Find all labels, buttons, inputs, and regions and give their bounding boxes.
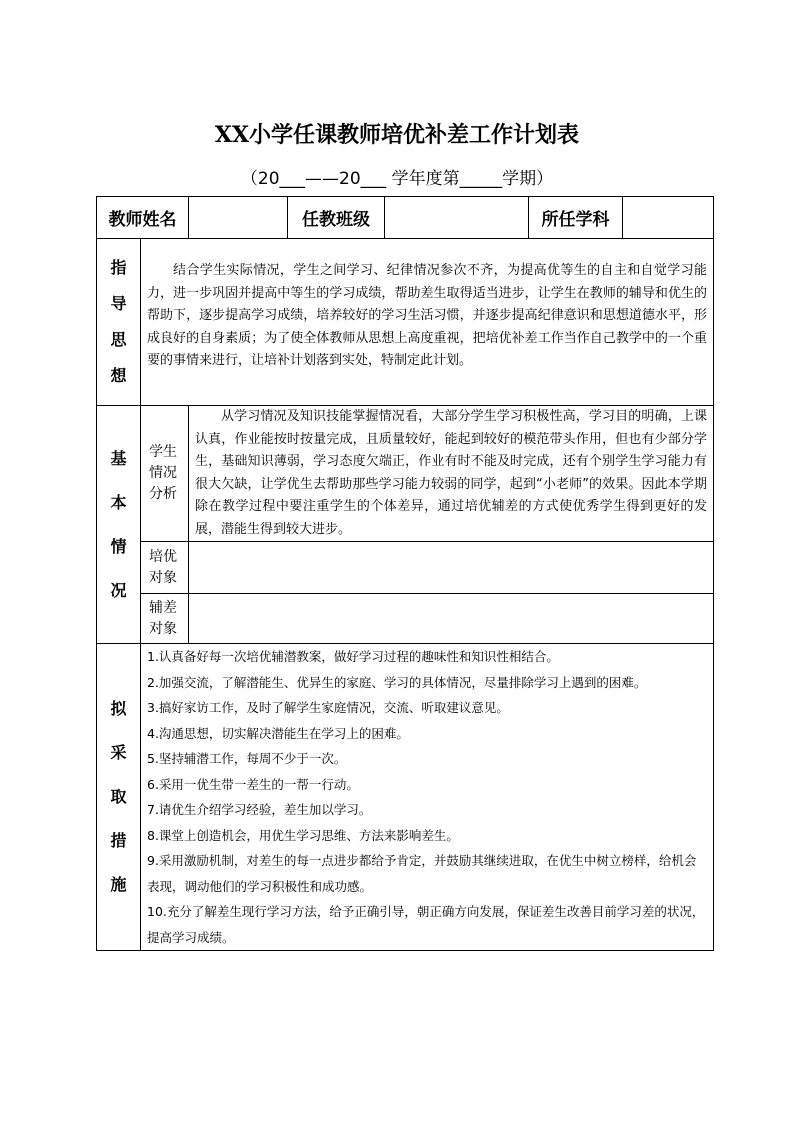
measure-item: 2.加强交流，了解潜能生、优异生的家庭、学习的具体情况，尽量排除学习上遇到的困难。	[147, 674, 647, 690]
class-label: 任教班级	[288, 197, 385, 239]
top-students-label: 培优对象	[149, 548, 177, 586]
analysis-row	[97, 406, 714, 542]
measure-item: 5.坚持辅潜工作，每周不少于一次。	[147, 751, 347, 766]
top-students-row	[97, 542, 714, 594]
measures-row	[97, 644, 714, 951]
measures-label-char: 拟	[110, 699, 127, 718]
measures-list	[147, 644, 707, 950]
plan-table	[96, 196, 714, 951]
measure-item: 7.请优生介绍学习经验，差生加以学习。	[147, 802, 372, 817]
subject-label: 所任学科	[529, 197, 623, 239]
teacher-name-label: 教师姓名	[97, 197, 189, 239]
measures-label-char: 取	[110, 787, 127, 806]
weak-students-label: 辅差对象	[149, 599, 177, 637]
analysis-text: 从学习情况及知识技能掌握情况看，大部分学生学习积极性高，学习目的明确，上课认真，作业能按时按量完成，且质量较好，能起到较好的模范带头作用，但也有少部分学生，基础知识薄弱，学习态度欠端正，作业有时不能及时完成，还有个别学生学习能力有很大欠缺，让学优生去帮助那些学习能力较弱的同学，起到“小老师”的效果。因此本学期除在教学过程中要注重学生的个体差异，通过培优辅差的方式使优秀学生得到更好的发展，潜能生得到较大进步。	[195, 409, 707, 537]
basic-label-char: 况	[110, 580, 127, 600]
subject-field[interactable]	[623, 197, 714, 239]
guiding-row	[97, 239, 714, 406]
basic-label-char: 情	[110, 536, 127, 556]
measures-label-char: 采	[110, 743, 127, 762]
weak-students-row	[97, 594, 714, 644]
analysis-label: 学生情况分析	[149, 444, 177, 502]
class-field[interactable]	[385, 197, 529, 239]
header-row	[97, 197, 714, 239]
measure-item: 3.搞好家访工作，及时了解学生家庭情况，交流、听取建议意见。	[147, 700, 509, 715]
basic-label	[97, 406, 141, 644]
guiding-label-char: 思	[110, 330, 127, 349]
measure-item: 4.沟通思想，切实解决潜能生在学习上的困难。	[147, 725, 409, 741]
measures-label-char: 施	[110, 875, 127, 894]
weak-students-field[interactable]	[189, 594, 714, 644]
guiding-label	[97, 239, 141, 406]
guiding-text: 结合学生实际情况，学生之间学习、纪律情况参次不齐，为提高优等生的自主和自觉学习能力，进一步巩固并提高中等生的学习成绩，帮助差生取得适当进步，让学生在教师的辅导和优生的帮助下，逐步提高学习成绩，培养较好的学习生活习惯，并逐步提高纪律意识和思想道德水平，形成良好的自身素质；为了使全体教师从思想上高度重视，把培优补差工作当作自己教学中的一个重要的事情来进行，让培补计划落到实处，特制定此计划。	[147, 263, 707, 368]
teacher-name-field[interactable]	[189, 197, 288, 239]
guiding-label-char: 指	[110, 258, 127, 277]
guiding-label-char: 想	[110, 366, 127, 385]
measure-item: 8.课堂上创造机会，用优生学习思维、方法来影响差生。	[147, 827, 459, 843]
top-students-field[interactable]	[189, 542, 714, 594]
school-year-line: （20___——20___ 学年度第_____学期）	[240, 169, 554, 189]
basic-label-char: 基	[110, 448, 127, 468]
guiding-label-char: 导	[110, 294, 127, 313]
measures-label-char: 措	[110, 831, 127, 850]
page-title: XX小学任课教师培优补差工作计划表	[214, 122, 580, 148]
measure-item: 10.充分了解差生现行学习方法，给予正确引导，朝正确方向发展，保证差生改善目前学习差的状况，提高学习成绩。	[147, 904, 705, 945]
measure-item: 6.采用一优生带一差生的一帮一行动。	[147, 776, 359, 792]
measure-item: 1.认真备好每一次培优辅潜教案，做好学习过程的趣味性和知识性相结合。	[147, 649, 559, 664]
basic-label-char: 本	[110, 492, 127, 512]
measure-item: 9.采用激励机制，对差生的每一点进步都给予肯定，并鼓励其继续进取，在优生中树立榜样，给机会表现，调动他们的学习积极性和成功感。	[147, 853, 697, 894]
measures-label	[97, 644, 141, 951]
